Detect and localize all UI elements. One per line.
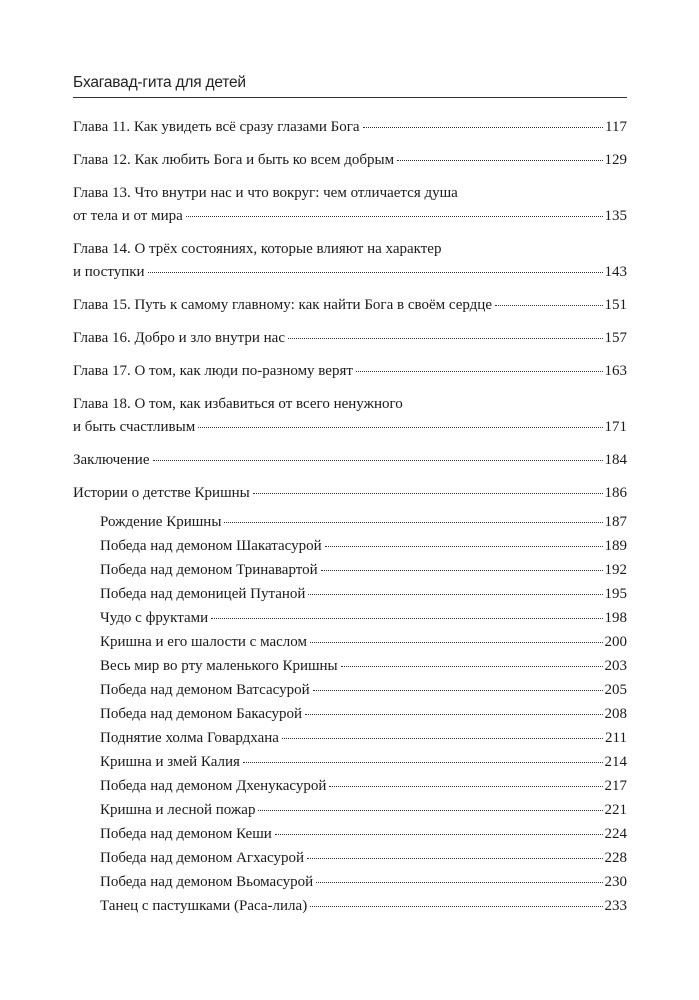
toc-entry-title: Поднятие холма Говардхана — [100, 730, 279, 746]
toc-dot-leader — [321, 570, 603, 571]
toc-subentry — [73, 751, 627, 774]
toc-entry-title: Победа над демоницей Путаной — [100, 586, 306, 602]
toc-entry-line — [100, 871, 627, 894]
toc-entry — [73, 294, 627, 317]
toc-entry-line — [73, 482, 627, 505]
toc-page-number: 233 — [604, 898, 627, 914]
table-of-contents — [73, 116, 627, 919]
toc-entry — [73, 360, 627, 383]
toc-dot-leader — [308, 594, 602, 595]
toc-subentry — [73, 799, 627, 822]
toc-entry-line — [100, 679, 627, 702]
toc-entry-line — [100, 727, 627, 750]
toc-dot-leader — [282, 738, 603, 739]
toc-subentry — [73, 583, 627, 606]
toc-dot-leader — [224, 522, 602, 523]
toc-entry-line — [73, 294, 627, 317]
toc-page-number: 224 — [604, 826, 627, 842]
toc-dot-leader — [253, 493, 603, 494]
toc-entry-title: и быть счастливым — [73, 419, 196, 435]
toc-entry-title: Победа над демоном Агхасурой — [100, 850, 305, 866]
toc-entry-line — [100, 775, 627, 798]
toc-dot-leader — [313, 690, 603, 691]
toc-entry-title: Глава 17. О том, как люди по-разному верят — [73, 363, 353, 379]
toc-page-number: 211 — [605, 730, 627, 746]
toc-entry-title: Победа над демоном Вьомасурой — [100, 874, 314, 890]
toc-entry-line — [100, 535, 627, 558]
toc-entry — [73, 327, 627, 350]
toc-entry-title-line: Глава 14. О трёх состояниях, которые влияют на характер — [73, 241, 442, 257]
toc-dot-leader — [363, 127, 604, 128]
toc-dot-leader — [243, 762, 603, 763]
toc-page-number: 203 — [604, 658, 627, 674]
toc-dot-leader — [288, 338, 603, 339]
toc-page-number: 200 — [604, 634, 627, 650]
toc-page-number: 163 — [604, 363, 627, 379]
toc-page-number: 135 — [604, 208, 627, 224]
toc-page-number: 143 — [604, 264, 627, 280]
toc-dot-leader — [341, 666, 603, 667]
toc-page-number: 208 — [604, 706, 627, 722]
toc-page-number: 171 — [604, 419, 627, 435]
toc-entry — [73, 238, 627, 284]
toc-dot-leader — [356, 371, 603, 372]
toc-subentry — [73, 703, 627, 726]
toc-entry-title: Кришна и его шалости с маслом — [100, 634, 307, 650]
toc-entry-title: от тела и от мира — [73, 208, 183, 224]
toc-entry-title: Кришна и змей Калия — [100, 754, 240, 770]
toc-page-number: 157 — [604, 330, 627, 346]
toc-entry-title: Весь мир во рту маленького Кришны — [100, 658, 338, 674]
toc-page-number: 129 — [604, 152, 627, 168]
toc-page-number: 192 — [604, 562, 627, 578]
toc-entry-line — [100, 799, 627, 822]
toc-subentry — [73, 631, 627, 654]
toc-entry-line — [73, 261, 627, 284]
toc-subentry — [73, 511, 627, 534]
toc-dot-leader — [397, 160, 602, 161]
toc-entry-title: Глава 12. Как любить Бога и быть ко всем добрым — [73, 152, 395, 168]
toc-subentry — [73, 727, 627, 750]
toc-subentry — [73, 559, 627, 582]
toc-entry-title: Глава 11. Как увидеть всё сразу глазами Бога — [73, 119, 360, 135]
toc-dot-leader — [305, 714, 602, 715]
toc-page-number: 198 — [604, 610, 627, 626]
toc-subentry — [73, 775, 627, 798]
toc-entry-line — [73, 205, 627, 228]
toc-page-number: 187 — [604, 514, 627, 530]
toc-dot-leader — [186, 216, 603, 217]
toc-subentry — [73, 535, 627, 558]
running-header: Бхагавад-гита для детей — [73, 74, 246, 91]
toc-dot-leader — [307, 858, 602, 859]
toc-entry-line — [100, 847, 627, 870]
toc-page-number: 186 — [604, 485, 627, 501]
toc-entry-line — [100, 583, 627, 606]
toc-entry-line — [73, 416, 627, 439]
toc-entry-line — [100, 607, 627, 630]
toc-entry-title: Победа над демоном Бакасурой — [100, 706, 303, 722]
toc-page-number: 228 — [604, 850, 627, 866]
toc-page-number: 195 — [604, 586, 627, 602]
toc-entry-line — [100, 751, 627, 774]
toc-entry-line — [73, 360, 627, 383]
toc-dot-leader — [495, 305, 603, 306]
toc-entry-title: Истории о детстве Кришны — [73, 485, 250, 501]
toc-page-number: 221 — [604, 802, 627, 818]
toc-dot-leader — [198, 427, 602, 428]
toc-dot-leader — [310, 642, 603, 643]
toc-page-number: 117 — [605, 119, 627, 135]
toc-entry-line — [73, 449, 627, 472]
toc-entry-line — [100, 895, 627, 918]
header-rule — [73, 97, 627, 98]
toc-subentry — [73, 847, 627, 870]
toc-entry-title: Победа над демоном Тринавартой — [100, 562, 318, 578]
toc-entry-title: Кришна и лесной пожар — [100, 802, 256, 818]
toc-entry-title: Танец с пастушками (Раса-лила) — [100, 898, 308, 914]
toc-entry-line — [100, 823, 627, 846]
toc-entry-title: Победа над демоном Кеши — [100, 826, 272, 842]
toc-entry-title-line: Глава 13. Что внутри нас и что вокруг: чем отличается душа — [73, 185, 458, 201]
toc-subentry — [73, 823, 627, 846]
toc-entry-line — [100, 511, 627, 534]
toc-page-number: 217 — [604, 778, 627, 794]
toc-entry-title-line: Глава 18. О том, как избавиться от всего ненужного — [73, 396, 403, 412]
toc-dot-leader — [153, 460, 603, 461]
toc-entry — [73, 182, 627, 228]
toc-page-number: 189 — [604, 538, 627, 554]
toc-entry-line — [100, 703, 627, 726]
toc-dot-leader — [258, 810, 602, 811]
toc-dot-leader — [316, 882, 602, 883]
toc-entry — [73, 449, 627, 472]
toc-entry-title: Победа над демоном Шакатасурой — [100, 538, 322, 554]
toc-entry-line — [73, 327, 627, 350]
toc-entry — [73, 149, 627, 172]
toc-page-number: 151 — [604, 297, 627, 313]
toc-page-number: 214 — [604, 754, 627, 770]
toc-entry-line — [73, 149, 627, 172]
toc-subentry — [73, 607, 627, 630]
toc-entry-line — [73, 116, 627, 139]
toc-dot-leader — [211, 618, 602, 619]
toc-entry — [73, 393, 627, 439]
toc-entry-title: Заключение — [73, 452, 150, 468]
toc-entry-title: Победа над демоном Ватсасурой — [100, 682, 310, 698]
toc-subentry — [73, 655, 627, 678]
toc-subentry — [73, 895, 627, 918]
toc-entry-line — [100, 631, 627, 654]
toc-dot-leader — [329, 786, 602, 787]
toc-page-number: 205 — [604, 682, 627, 698]
toc-dot-leader — [325, 546, 603, 547]
toc-entry — [73, 482, 627, 505]
toc-subentry — [73, 679, 627, 702]
toc-entry-line — [100, 655, 627, 678]
toc-entry-title: Глава 15. Путь к самому главному: как найти Бога в своём сердце — [73, 297, 492, 313]
toc-entry-title: и поступки — [73, 264, 145, 280]
toc-entry-title: Чудо с фруктами — [100, 610, 209, 626]
toc-page-number: 184 — [604, 452, 627, 468]
toc-dot-leader — [275, 834, 603, 835]
toc-entry-title: Рождение Кришны — [100, 514, 222, 530]
toc-subentry — [73, 871, 627, 894]
toc-entry — [73, 116, 627, 139]
toc-page-number: 230 — [604, 874, 627, 890]
toc-dot-leader — [148, 272, 603, 273]
toc-entry-title: Глава 16. Добро и зло внутри нас — [73, 330, 285, 346]
toc-entry-title: Победа над демоном Дхенукасурой — [100, 778, 327, 794]
toc-entry-line — [100, 559, 627, 582]
toc-dot-leader — [310, 906, 602, 907]
